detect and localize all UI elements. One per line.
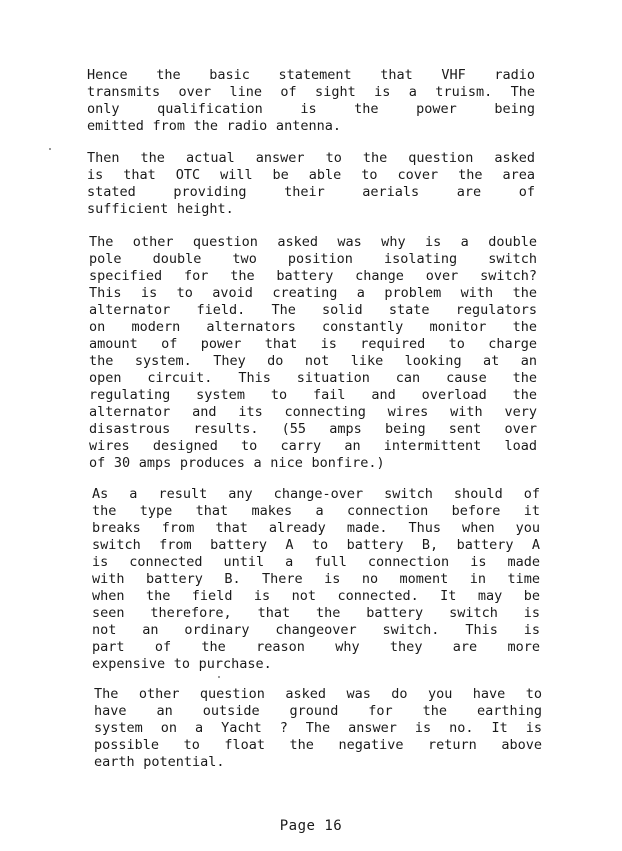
text-line: when the field is not connected. It may be [92, 588, 540, 604]
text-line: Then the actual answer to the question asked [87, 150, 535, 166]
text-line: the type that makes a connection before it [92, 503, 540, 519]
text-line: on modern alternators constantly monitor the [89, 319, 537, 335]
text-line: breaks from that already made. Thus when you [92, 520, 540, 536]
text-line: system on a Yacht ? The answer is no. It is [94, 720, 542, 736]
text-line: pole double two position isolating switch [89, 251, 537, 267]
text-line: transmits over line of sight is a truism. The [87, 84, 535, 100]
text-line: is that OTC will be able to cover the area [87, 167, 535, 183]
scan-speck [49, 148, 51, 150]
text-line: expensive to purchase. [92, 656, 272, 672]
text-line: As a result any change-over switch should of [92, 486, 540, 502]
text-line: only qualification is the power being [87, 101, 535, 117]
page-number: Page 16 [279, 818, 343, 834]
text-line: amount of power that is required to charge [89, 336, 537, 352]
text-line: The other question asked was do you have to [94, 686, 542, 702]
text-line: switch from battery A to battery B, battery A [92, 537, 540, 553]
text-line: This is to avoid creating a problem with the [89, 285, 537, 301]
text-line: not an ordinary changeover switch. This is [92, 622, 540, 638]
text-line: earth potential. [94, 754, 225, 770]
text-line: part of the reason why they are more [92, 639, 540, 655]
text-line: is connected until a full connection is made [92, 554, 540, 570]
scan-speck [218, 676, 220, 678]
text-line: stated providing their aerials are of [87, 184, 535, 200]
text-line: sufficient height. [87, 201, 234, 217]
text-line: open circuit. This situation can cause the [89, 370, 537, 386]
text-line: wires designed to carry an intermittent load [89, 438, 537, 454]
text-line: possible to float the negative return above [94, 737, 542, 753]
text-line: The other question asked was why is a double [89, 234, 537, 250]
text-line: the system. They do not like looking at an [89, 353, 537, 369]
text-line: alternator and its connecting wires with very [89, 404, 537, 420]
text-line: have an outside ground for the earthing [94, 703, 542, 719]
text-line: specified for the battery change over switch? [89, 268, 537, 284]
text-line: with battery B. There is no moment in time [92, 571, 540, 587]
text-line: regulating system to fail and overload the [89, 387, 537, 403]
text-line: disastrous results. (55 amps being sent over [89, 421, 537, 437]
text-line: seen therefore, that the battery switch is [92, 605, 540, 621]
text-line: Hence the basic statement that VHF radio [87, 67, 535, 83]
text-line: of 30 amps produces a nice bonfire.) [89, 455, 385, 471]
text-line: alternator field. The solid state regulators [89, 302, 537, 318]
text-line: emitted from the radio antenna. [87, 118, 341, 134]
